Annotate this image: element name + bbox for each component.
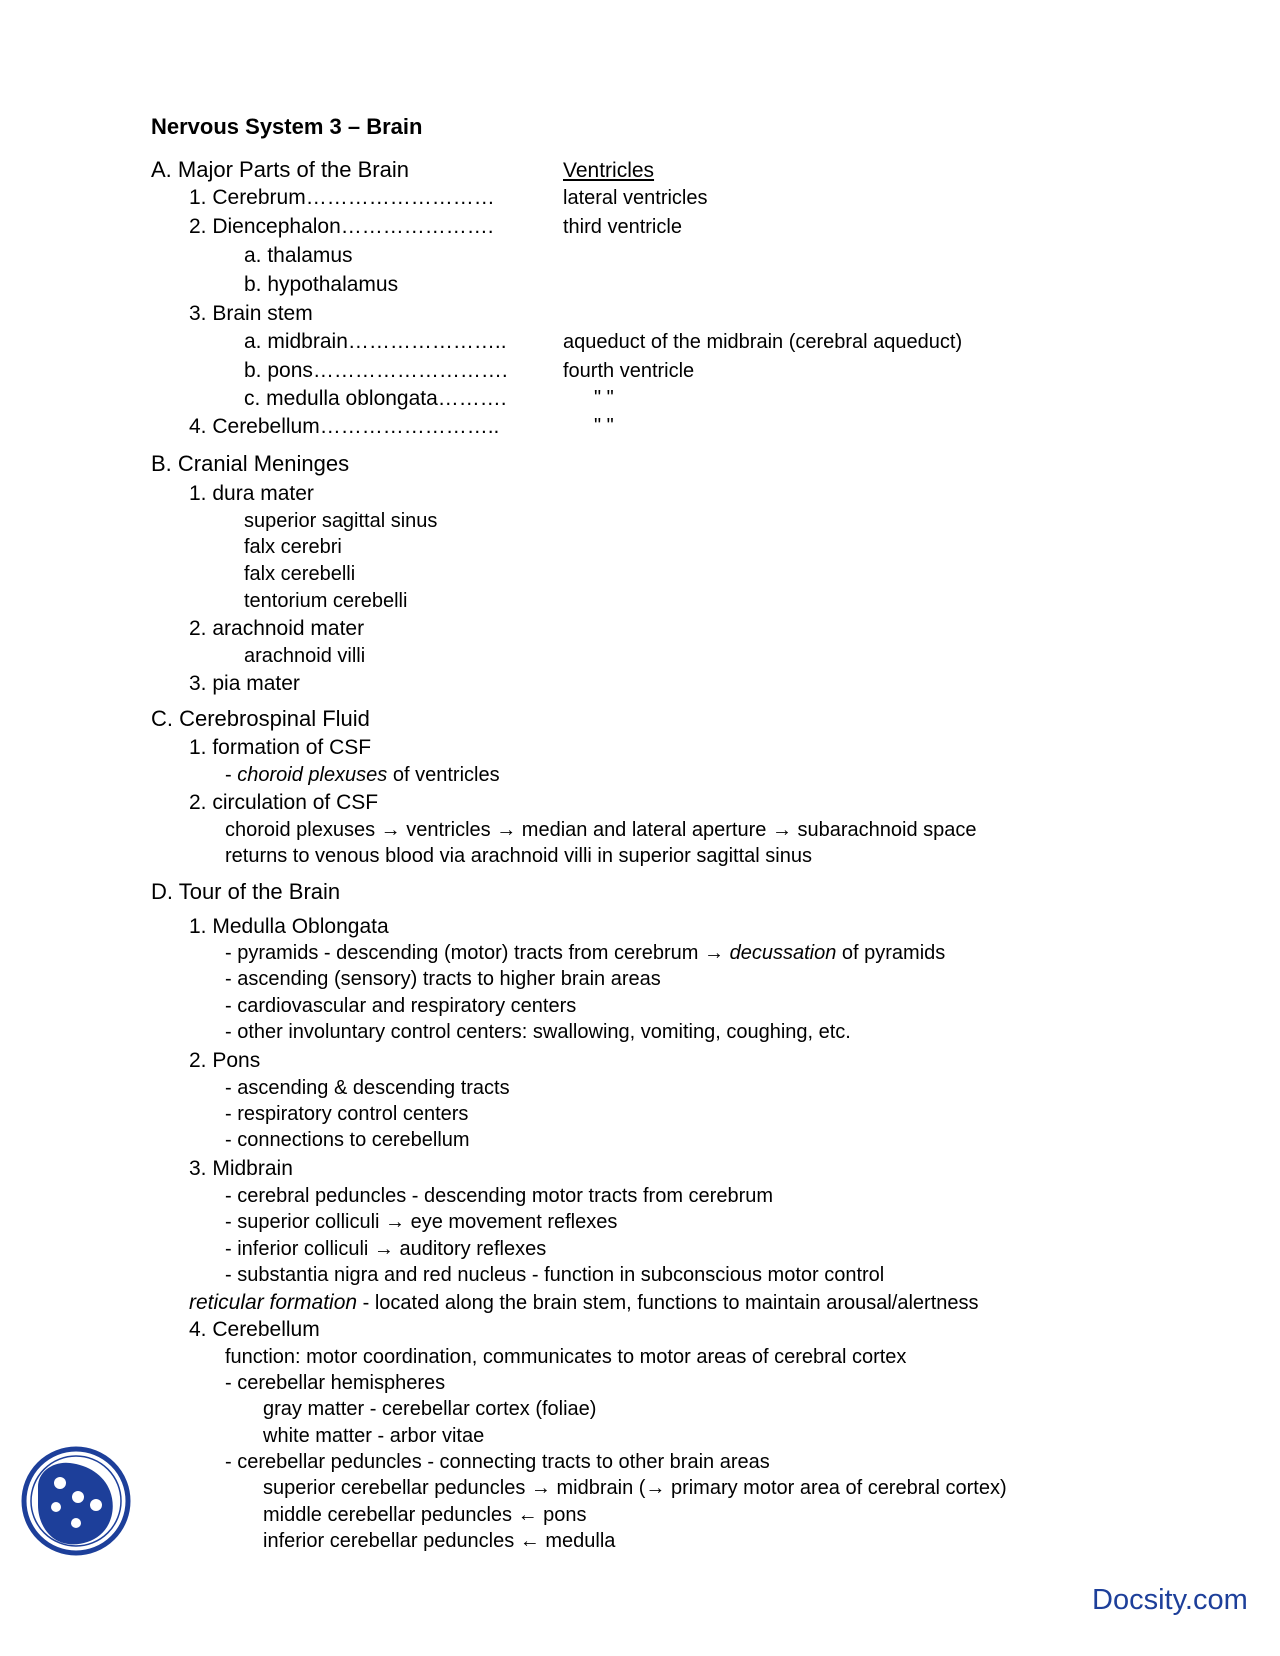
cerebellum-gray-matter: gray matter - cerebellar cortex (foliae)	[263, 1398, 597, 1420]
cerebellum-white-matter: white matter - arbor vitae	[263, 1425, 485, 1447]
dura-falx-cerebelli: falx cerebelli	[244, 563, 356, 585]
csf-formation: 1. formation of CSF	[189, 736, 372, 759]
ditto-mark-cerebellum: " "	[594, 415, 614, 437]
cerebellum-hemispheres: - cerebellar hemispheres	[225, 1372, 446, 1394]
part-medulla-oblongata: c. medulla oblongata……….	[244, 387, 507, 410]
pons-line: - ascending & descending tracts	[225, 1077, 510, 1099]
choroid-plexuses-rest: of ventricles	[387, 764, 500, 786]
csf-circulation: 2. circulation of CSF	[189, 791, 379, 814]
midbrain-title: 3. Midbrain	[189, 1157, 293, 1180]
reticular-formation-term: reticular formation	[189, 1291, 358, 1314]
midbrain-line: - superior colliculi → eye movement reflexes	[225, 1211, 618, 1233]
csf-flow-path: choroid plexuses → ventricles → median and lateral aperture → subarachnoid space	[225, 819, 977, 841]
medulla-line: - ascending (sensory) tracts to higher brain areas	[225, 968, 661, 990]
dura-superior-sagittal-sinus: superior sagittal sinus	[244, 510, 438, 532]
meninges-arachnoid-mater: 2. arachnoid mater	[189, 617, 365, 640]
dura-falx-cerebri: falx cerebri	[244, 536, 342, 558]
section-a-heading: A. Major Parts of the Brain	[151, 157, 409, 182]
inferior-cerebellar-peduncles: inferior cerebellar peduncles ← medulla	[263, 1530, 616, 1552]
arachnoid-villi: arachnoid villi	[244, 645, 366, 667]
part-cerebellum: 4. Cerebellum……………………..	[189, 415, 500, 438]
docsity-logo-icon	[20, 1445, 132, 1557]
decussation-term: decussation	[729, 942, 837, 964]
part-cerebrum: 1. Cerebrum………………………	[189, 186, 495, 209]
midbrain-line: - cerebral peduncles - descending motor tracts from cerebrum	[225, 1185, 774, 1207]
part-brain-stem: 3. Brain stem	[189, 302, 313, 325]
part-hypothalamus: b. hypothalamus	[244, 273, 399, 296]
section-c-heading: C. Cerebrospinal Fluid	[151, 706, 370, 731]
dura-tentorium-cerebelli: tentorium cerebelli	[244, 590, 408, 612]
pyramids-post: of pyramids	[836, 942, 946, 964]
part-pons: b. pons……………………….	[244, 359, 508, 382]
choroid-plexuses-term: choroid plexuses	[237, 764, 388, 786]
docsity-logo-svg	[20, 1445, 132, 1557]
pons-line: - connections to cerebellum	[225, 1129, 470, 1151]
dash: -	[225, 764, 238, 786]
part-diencephalon: 2. Diencephalon………………….	[189, 215, 494, 238]
ditto-mark-medulla: " "	[594, 387, 614, 409]
reticular-formation-rest: - located along the brain stem, functions to maintain arousal/alertness	[357, 1292, 979, 1314]
page-title: Nervous System 3 – Brain	[151, 114, 423, 139]
pons-line: - respiratory control centers	[225, 1103, 469, 1125]
pyramids-pre: - pyramids - descending (motor) tracts from cerebrum →	[225, 942, 730, 964]
ventricle-cerebral-aqueduct: aqueduct of the midbrain (cerebral aqueduct)	[563, 331, 963, 353]
medulla-line: - cardiovascular and respiratory centers	[225, 995, 577, 1017]
csf-choroid-plexuses-line	[225, 765, 500, 785]
ventricle-lateral: lateral ventricles	[563, 187, 708, 209]
superior-cerebellar-peduncles: superior cerebellar peduncles → midbrain (→ primary motor area of cerebral cortex)	[263, 1477, 1007, 1499]
meninges-dura-mater: 1. dura mater	[189, 482, 314, 505]
middle-cerebellar-peduncles: middle cerebellar peduncles ← pons	[263, 1504, 587, 1526]
section-b-heading: B. Cranial Meninges	[151, 451, 350, 476]
ventricles-column-header: Ventricles	[563, 159, 655, 182]
reticular-formation-line	[189, 1292, 979, 1313]
medulla-line: - other involuntary control centers: swallowing, vomiting, coughing, etc.	[225, 1021, 851, 1043]
medulla-pyramids-line	[225, 943, 945, 963]
cerebellum-function: function: motor coordination, communicates to motor areas of cerebral cortex	[225, 1346, 907, 1368]
cerebellum-title: 4. Cerebellum	[189, 1318, 320, 1341]
cerebellar-peduncles: - cerebellar peduncles - connecting tracts to other brain areas	[225, 1451, 770, 1473]
ventricle-third: third ventricle	[563, 216, 682, 238]
docsity-brand-link[interactable]: Docsity.com	[1092, 1584, 1248, 1616]
csf-return-path: returns to venous blood via arachnoid villi in superior sagittal sinus	[225, 845, 812, 867]
midbrain-line: - substantia nigra and red nucleus - function in subconscious motor control	[225, 1264, 885, 1286]
pons-title: 2. Pons	[189, 1049, 261, 1072]
part-midbrain: a. midbrain…………………..	[244, 330, 507, 353]
ventricle-fourth: fourth ventricle	[563, 360, 695, 382]
section-d-heading: D. Tour of the Brain	[151, 879, 341, 904]
midbrain-line: - inferior colliculi → auditory reflexes	[225, 1238, 547, 1260]
medulla-title: 1. Medulla Oblongata	[189, 915, 389, 938]
part-thalamus: a. thalamus	[244, 244, 353, 267]
meninges-pia-mater: 3. pia mater	[189, 672, 300, 695]
